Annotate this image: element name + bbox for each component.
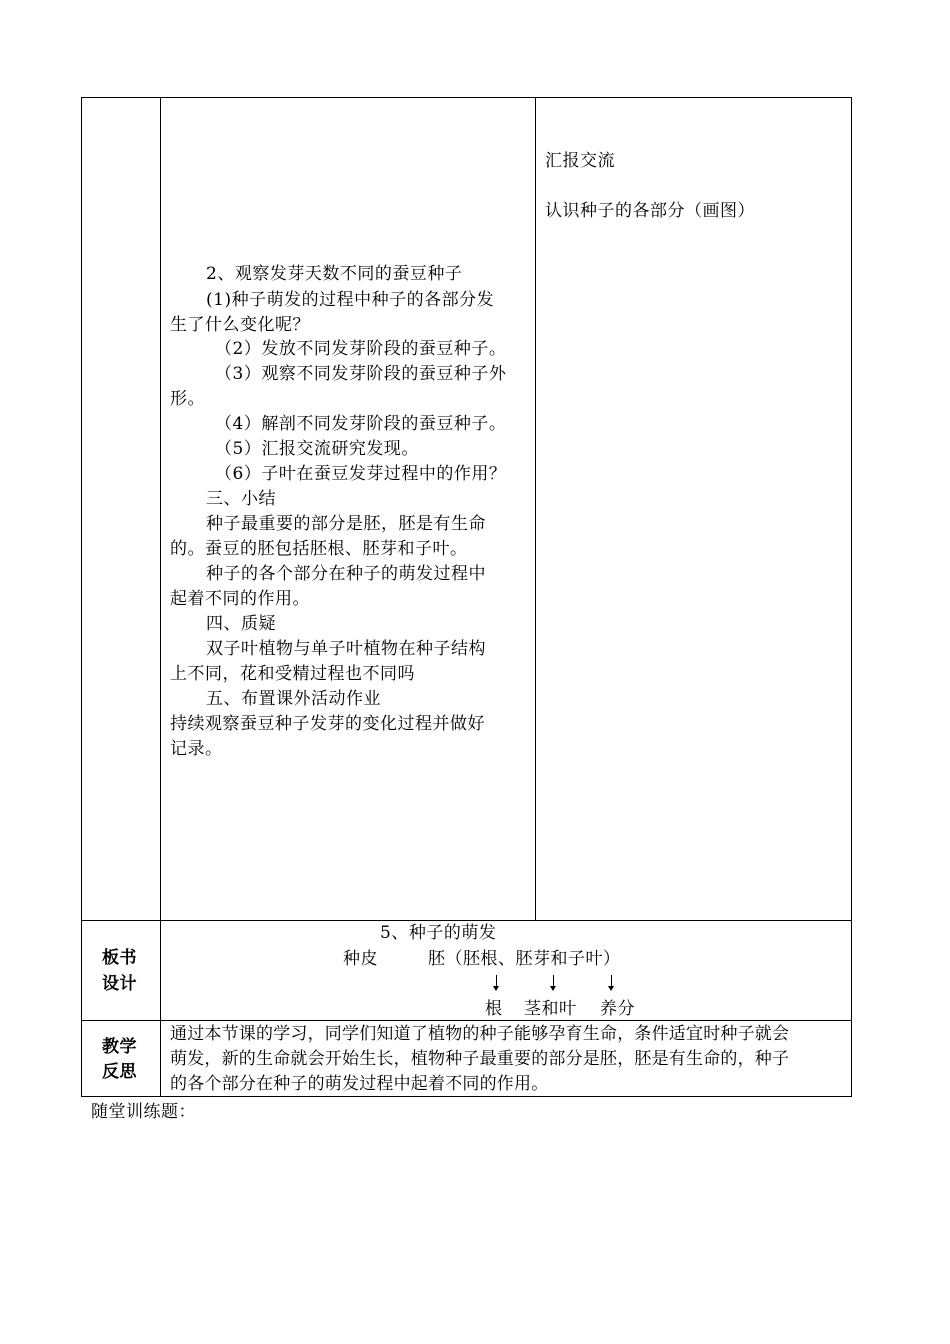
right-item-draw-seed: 认识种子的各部分（画图） [545,201,755,221]
process-line: 持续观察蚕豆种子发芽的变化过程并做好 [170,714,485,734]
process-heading: 五、布置课外活动作业 [206,689,381,709]
process-line: （2）发放不同发芽阶段的蚕豆种子。 [215,339,507,359]
process-line: 生了什么变化呢？ [170,315,310,335]
process-line: 记录。 [170,739,223,759]
board-root: 根 [485,999,503,1019]
right-column-divider [535,97,536,921]
reflection-label: 反思 [102,1062,137,1082]
board-embryo: 胚（胚根、胚芽和子叶） [428,949,621,969]
reflection-line: 通过本节课的学习，同学们知道了植物的种子能够孕育生命，条件适宜时种子就会 [170,1024,790,1044]
down-arrow-icon [611,975,612,987]
process-line: （6）子叶在蚕豆发芽过程中的作用？ [215,464,507,484]
reflection-line: 的各个部分在种子的萌发过程中起着不同的作用。 [170,1074,549,1094]
reflection-label: 教学 [102,1037,137,1057]
process-heading: 三、小结 [206,489,276,509]
board-label: 设计 [102,974,137,994]
table-right-border [851,97,852,1097]
down-arrow-icon [553,975,554,987]
practice-heading: 随堂训练题： [91,1102,196,1122]
process-line: 种子的各个部分在种子的萌发过程中 [206,564,486,584]
table-top-border [81,97,852,98]
board-stem-leaf: 茎和叶 [524,999,577,1019]
board-nutrient: 养分 [600,999,635,1019]
process-line: （3）观察不同发芽阶段的蚕豆种子外 [215,364,507,384]
board-label: 板书 [102,948,137,968]
table-left-border [81,97,82,1097]
process-line: 起着不同的作用。 [170,589,310,609]
process-line: 上不同，花和受精过程也不同吗 [170,664,415,684]
process-heading: 四、质疑 [206,614,276,634]
process-line: 的。蚕豆的胚包括胚根、胚芽和子叶。 [170,539,468,559]
process-line: (1)种子萌发的过程中种子的各部分发 [206,290,495,310]
reflection-line: 萌发，新的生命就会开始生长，植物种子最重要的部分是胚，胚是有生命的，种子 [170,1049,790,1069]
process-line: 双子叶植物与单子叶植物在种子结构 [206,639,486,659]
right-item-report: 汇报交流 [545,151,615,171]
process-line: （5）汇报交流研究发现。 [215,439,419,459]
board-title: 5、种子的萌发 [380,923,497,943]
process-line: （4）解剖不同发芽阶段的蚕豆种子。 [215,414,507,434]
process-line: 形。 [170,389,205,409]
process-line: 2、观察发芽天数不同的蚕豆种子 [206,264,463,284]
board-seed-coat: 种皮 [343,949,378,969]
process-line: 种子最重要的部分是胚，胚是有生命 [206,514,486,534]
down-arrow-icon [496,975,497,987]
label-column-divider [160,97,161,1097]
